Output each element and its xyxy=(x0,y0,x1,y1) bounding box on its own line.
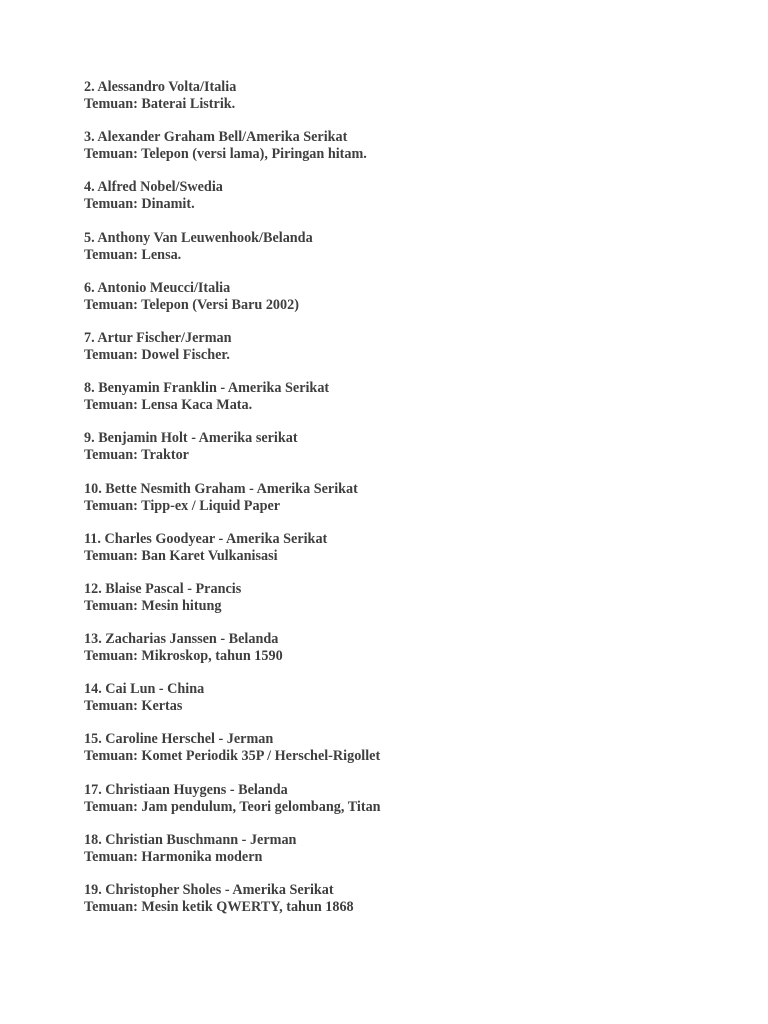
inventor-title: 18. Christian Buschmann - Jerman xyxy=(84,831,297,848)
list-item xyxy=(84,380,724,414)
list-item xyxy=(84,79,724,113)
inventor-title: 9. Benjamin Holt - Amerika serikat xyxy=(84,430,298,447)
invention-text: Temuan: Komet Periodik 35P / Herschel-Rigollet xyxy=(84,748,381,765)
invention-text: Temuan: Lensa Kaca Mata. xyxy=(84,397,253,414)
list-item xyxy=(84,481,724,515)
invention-text: Temuan: Baterai Listrik. xyxy=(84,96,236,112)
inventor-title: 7. Artur Fischer/Jerman xyxy=(84,329,232,346)
inventor-title: 5. Anthony Van Leuwenhook/Belanda xyxy=(84,229,313,246)
inventor-title: 8. Benyamin Franklin - Amerika Serikat xyxy=(84,380,330,397)
invention-text: Temuan: Telepon (Versi Baru 2002) xyxy=(84,296,299,313)
list-item xyxy=(84,782,724,816)
invention-text: Temuan: Harmonika modern xyxy=(84,848,263,865)
invention-text: Temuan: Jam pendulum, Teori gelombang, Titan xyxy=(84,798,381,815)
invention-text: Temuan: Telepon (versi lama), Piringan hitam. xyxy=(84,146,367,163)
invention-text: Temuan: Ban Karet Vulkanisasi xyxy=(84,547,278,564)
list-item xyxy=(84,531,724,565)
list-item xyxy=(84,581,724,615)
list-item xyxy=(84,430,724,464)
invention-text: Temuan: Dinamit. xyxy=(84,196,195,213)
list-item xyxy=(84,631,724,665)
invention-text: Temuan: Dowel Fischer. xyxy=(84,346,230,363)
document-page xyxy=(84,79,724,932)
invention-text: Temuan: Lensa. xyxy=(84,246,182,263)
invention-text: Temuan: Traktor xyxy=(84,447,189,464)
inventor-title: 3. Alexander Graham Bell/Amerika Serikat xyxy=(84,129,348,146)
inventor-title: 4. Alfred Nobel/Swedia xyxy=(84,179,223,196)
list-item xyxy=(84,681,724,715)
list-item xyxy=(84,179,724,213)
inventor-title: 13. Zacharias Janssen - Belanda xyxy=(84,631,279,648)
list-item xyxy=(84,330,724,364)
inventor-title: 15. Caroline Herschel - Jerman xyxy=(84,731,274,748)
list-item xyxy=(84,230,724,264)
list-item xyxy=(84,882,724,916)
invention-text: Temuan: Mikroskop, tahun 1590 xyxy=(84,648,283,665)
list-item xyxy=(84,832,724,866)
invention-text: Temuan: Tipp-ex / Liquid Paper xyxy=(84,497,281,514)
inventor-title: 2. Alessandro Volta/Italia xyxy=(84,79,237,95)
list-item xyxy=(84,280,724,314)
inventor-title: 6. Antonio Meucci/Italia xyxy=(84,279,231,296)
inventor-title: 12. Blaise Pascal - Prancis xyxy=(84,580,242,597)
invention-text: Temuan: Kertas xyxy=(84,698,183,715)
invention-text: Temuan: Mesin hitung xyxy=(84,597,222,614)
list-item xyxy=(84,129,724,163)
list-item xyxy=(84,731,724,765)
inventor-title: 10. Bette Nesmith Graham - Amerika Serikat xyxy=(84,480,358,497)
inventor-title: 14. Cai Lun - China xyxy=(84,681,205,698)
inventor-title: 11. Charles Goodyear - Amerika Serikat xyxy=(84,530,328,547)
inventor-title: 17. Christiaan Huygens - Belanda xyxy=(84,781,288,798)
invention-text: Temuan: Mesin ketik QWERTY, tahun 1868 xyxy=(84,899,354,915)
inventor-title: 19. Christopher Sholes - Amerika Serikat xyxy=(84,882,334,898)
